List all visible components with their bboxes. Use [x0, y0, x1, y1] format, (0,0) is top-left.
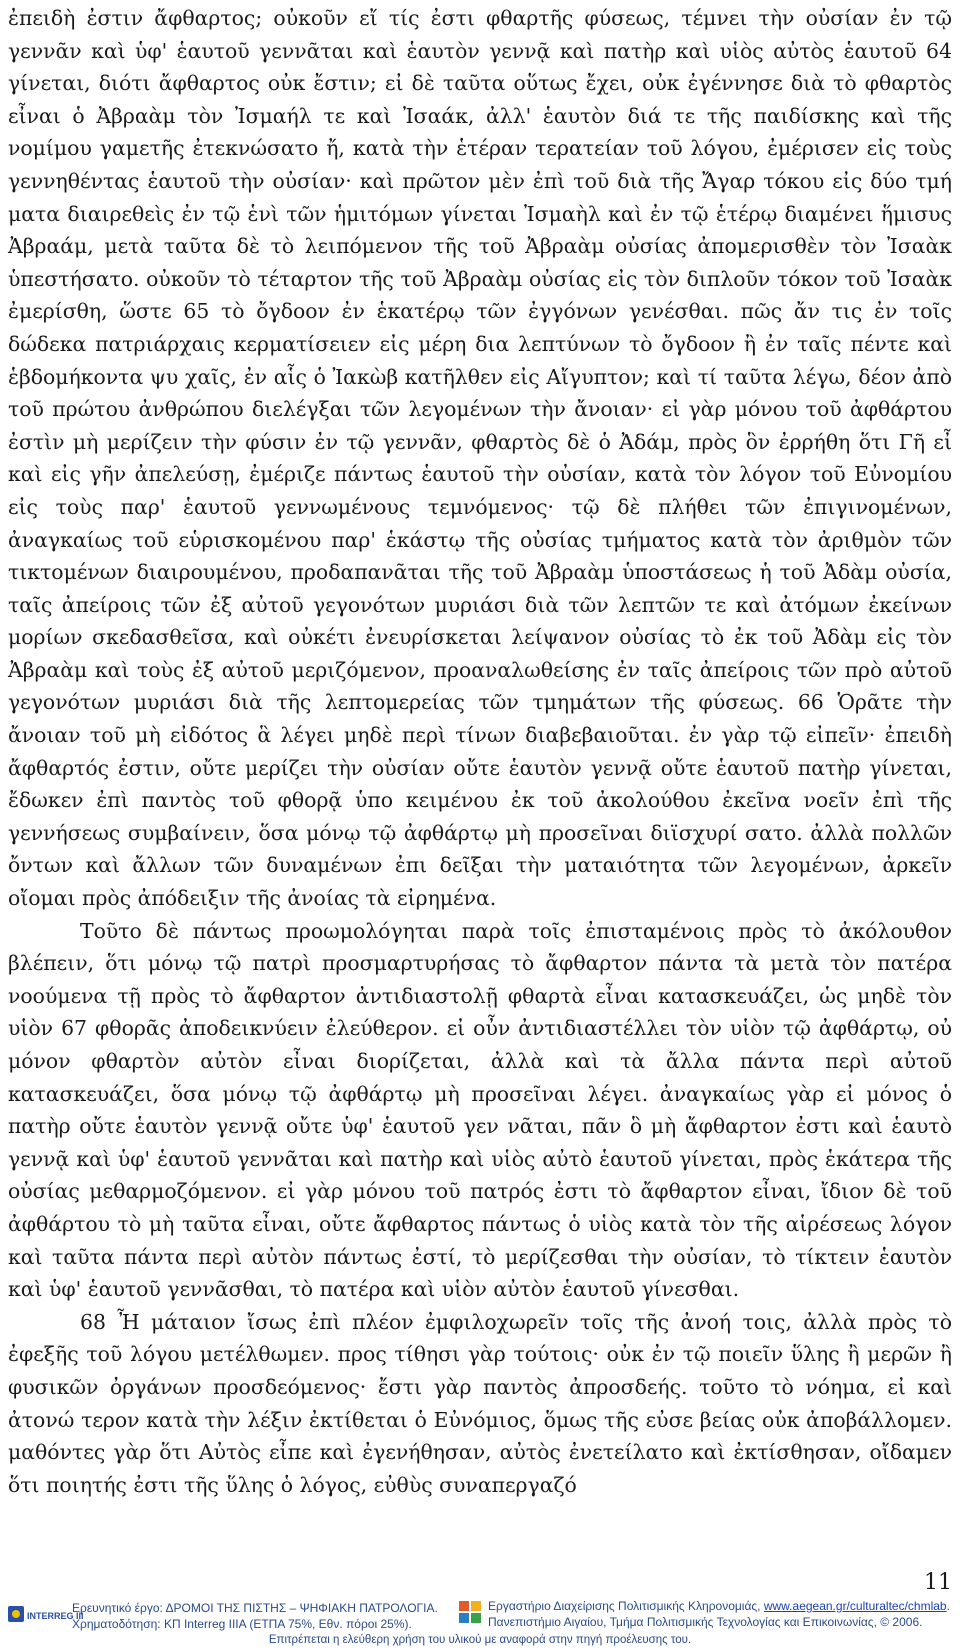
- university-line: Πανεπιστήμιο Αιγαίου, Τμήμα Πολιτισμικής Τεχνολογίας και Επικοινωνίας, © 2006.: [488, 1615, 923, 1629]
- project-title: Ερευνητικό έργο: ΔΡΟΜΟΙ ΤΗΣ ΠΙΣΤΗΣ – ΨΗΦΙΑΚΗ ΠΑΤΡΟΛΟΓΙΑ.: [72, 1601, 438, 1615]
- lab-credit: [458, 1598, 958, 1632]
- paragraph: 68 Ἦ μάταιον ἴσως ἐπὶ πλέον ἐμφιλοχωρεῖν τοῖς τῆς ἀνοή τοις, ἀλλὰ πρὸς τὸ ἐφεξῆς τοῦ λόγου μετέλθωμεν. προς τίθησι γὰρ τούτοις· οὐκ ἐν τῷ ποιεῖν ὕλης ἢ μερῶν ἢ φυσικῶν ὀργάνων προσδεόμενος· ἔστι γὰρ παντὸς ἀπροσδεής. τοῦτο τὸ νόημα, εἰ καὶ ἀτονώ τερον κατὰ τὴν λέξιν ἐκτίθεται ὁ Εὐνόμιος, ὅμως τῆς εὐσε βείας οὐκ ἀποβάλλομεν. μαθόντες γὰρ ὅτι Αὐτὸς εἶπε καὶ ἐγενήθησαν, αὐτὸς ἐνετείλατο καὶ ἐκτίσθησαν, οἴδαμεν ὅτι ποιητής ἐστι τῆς ὕλης ὁ λόγος, εὐθὺς συναπεργαζό: [8, 1309, 952, 1497]
- funding-note: Χρηματοδότηση: ΚΠ Interreg IIIA (ΕΤΠΑ 75%, Εθν. πόροι 25%).: [72, 1617, 412, 1631]
- lab-name-line: Εργαστήριο Διαχείρισης Πολιτισμικής Κληρονομιάς, www.aegean.gr/culturaltec/chmlab.: [488, 1599, 950, 1613]
- paragraph: ἐπειδὴ ἐστιν ἄφθαρτος; οὐκοῦν εἴ τίς ἐστι φθαρτῆς φύσεως, τέμνει τὴν οὐσίαν ἐν τῷ γεννᾶν καὶ ὑφ' ἑαυτοῦ γεννᾶται καὶ ἑαυτὸν γεννᾷ καὶ πατὴρ καὶ υἱὸς αὐτὸς ἑαυτοῦ 64 γίνεται, διότι ἄφθαρτος οὐκ ἔστιν; εἰ δὲ ταῦτα οὕτως ἔχει, οὐκ ἐγέννησε διὰ τὸ φθαρτὸς εἶναι ὁ Ἀβραὰμ τὸν Ἰσμαήλ τε καὶ Ἰσαάκ, ἀλλ' ἑαυτὸν διά τε τῆς παιδίσκης καὶ τῆς νομίμου γαμετῆς ἐτεκνώσατο ἤ, κατὰ τὴν ἑτέραν τερατείαν τοῦ λόγου, ἐμέρισεν εἰς τοὺς γεννηθέντας ἑαυτοῦ τὴν οὐσίαν· καὶ πρῶτον μὲν ἐπὶ τοῦ διὰ τῆς Ἄγαρ τόκου εἰς δύο τμή ματα διαιρεθεὶς ἐν τῷ ἑνὶ τῶν ἡμιτόμων γίνεται Ἰσμαὴλ καὶ ἐν τῷ ἑτέρῳ διαμένει ἥμισυς Ἀβραάμ, μετὰ ταῦτα δὲ τὸ λειπόμενον τῆς τοῦ Ἀβραὰμ οὐσίας ἀπομερισθὲν τὸν Ἰσαὰκ ὑπεστήσατο. οὐκοῦν τὸ τέταρτον τῆς τοῦ Ἀβραὰμ οὐσίας εἰς τὸν διπλοῦν τόκον τοῦ Ἰσαὰκ ἐμερίσθη, ὥστε 65 τὸ ὄγδοον ἐν ἑκατέρῳ τῶν ἐγγόνων γενέσθαι. πῶς ἄν τις ἐν τοῖς δώδεκα πατριάρχαις κερματίσειεν εἰς μέρη δια λεπτύνων τὸ ὄγδοον ἢ ἐν ταῖς πέντε καὶ ἑβδομήκοντα ψυ χαῖς, ἐν αἷς ὁ Ἰακὼβ κατῆλθεν εἰς Αἴγυπτον; καὶ τί ταῦτα λέγω, δέον ἀπὸ τοῦ πρώτου ἀνθρώπου διελέγξαι τῶν λεγομένων τὴν ἄνοιαν· εἰ γὰρ μόνου τοῦ ἀφθάρτου ἐστὶν μὴ μερίζειν τὴν φύσιν ἐν τῷ γεννᾶν, φθαρτὸς δὲ ὁ Ἀδάμ, πρὸς ὃν ἐρρήθη ὅτι Γῆ εἶ καὶ εἰς γῆν ἀπελεύσῃ, ἐμέριζε πάντως ἑαυτοῦ τὴν οὐσίαν, κατὰ τὸν λόγον τοῦ Εὐνομίου εἰς τοὺς παρ' ἑαυτοῦ γεννωμένους τεμνόμενος· τῷ δὲ πλήθει τῶν ἐπιγινομένων, ἀναγκαίως τοῦ εὑρισκομένου παρ' ἑκάστῳ τῆς οὐσίας τμήματος κατὰ τὸν ἀριθμὸν τῶν τικτομένων διαιρουμένου, προδαπανᾶται τῆς τοῦ Ἀβραὰμ ὑποστάσεως ἡ τοῦ Ἀδὰμ οὐσία, ταῖς ἀπείροις τῶν ἐξ αὐτοῦ γεγονότων μυριάσι διὰ τῶν λεπτῶν τε καὶ ἀτόμων ἐκείνων μορίων σκεδασθεῖσα, καὶ οὐκέτι ἐνευρίσκεται λείψανον οὐσίας τὸ ἐκ τοῦ Ἀδὰμ εἰς τὸν Ἀβραὰμ καὶ τοὺς ἐξ αὐτοῦ μεριζόμενον, προαναλωθείσης ἐν ταῖς ἀπείροις τῶν πρὸ αὐτοῦ γεγονότων μυριάσι διὰ τῆς λεπτομερείας τῶν τμημάτων τῆς φύσεως. 66 Ὁρᾶτε τὴν ἄνοιαν τοῦ μὴ εἰδότος ἃ λέγει μηδὲ περὶ τίνων διαβεβαιοῦται. ἐν γὰρ τῷ εἰπεῖν· ἐπειδὴ ἄφθαρτός ἐστιν, οὔτε μερίζει τὴν οὐσίαν οὔτε ἑαυτὸν γεννᾷ οὔτε ἑαυτοῦ πατὴρ γίνεται, ἔδωκεν ἐπὶ παντὸς τοῦ φθορᾷ ὑπο κειμένου ἐκ τοῦ ἀκολούθου ἐκεῖνα νοεῖν ἐπὶ τῆς γεννήσεως συμβαίνειν, ὅσα μόνῳ τῷ ἀφθάρτῳ μὴ προσεῖναι διϊσχυρί σατο. ἀλλὰ πολλῶν ὄντων καὶ ἄλλων τῶν δυναμένων ἐπι δεῖξαι τὴν ματαιότητα τῶν λεγομένων, ἀρκεῖν οἴομαι πρὸς ἀπόδειξιν τῆς ἀνοίας τὰ εἰρημένα.: [8, 6, 952, 911]
- interreg-logo-text: INTERREG III: [27, 1611, 84, 1621]
- body-text: [8, 2, 952, 1501]
- paragraph: Τοῦτο δὲ πάντως προωμολόγηται παρὰ τοῖς ἐπισταμένοις πρὸς τὸ ἀκόλουθον βλέπειν, ὅτι μόνῳ τῷ πατρὶ προσμαρτυρήσας τὸ ἄφθαρτον πάντα τὰ μετὰ τὸν πατέρα νοούμενα τῇ πρὸς τὸ ἄφθαρτον ἀντιδιαστολῇ φθαρτὰ εἶναι κατασκευάζει, ὡς μηδὲ τὸν υἱὸν 67 φθορᾶς ἀποδεικνύειν ἐλεύθερον. εἰ οὖν ἀντιδιαστέλλει τὸν υἱὸν τῷ ἀφθάρτῳ, οὐ μόνον φθαρτὸν αὐτὸν εἶναι διορίζεται, ἀλλὰ καὶ τὰ ἄλλα πάντα περὶ αὐτοῦ κατασκευάζει, ὅσα μόνῳ τῷ ἀφθάρτῳ μὴ προσεῖναι λέγει. ἀναγκαίως γὰρ εἰ μόνος ὁ πατὴρ οὔτε ἑαυτὸν γεννᾷ οὔτε ὑφ' ἑαυτοῦ γεν νᾶται, πᾶν ὃ μὴ ἄφθαρτον ἐστι καὶ ἑαυτὸ γεννᾷ καὶ ὑφ' ἑαυτοῦ γεννᾶται καὶ πατὴρ καὶ υἱὸς αὐτὸ ἑαυτοῦ γίνεται, πρὸς ἑκάτερα τῆς οὐσίας μεθαρμοζόμενον. εἰ γὰρ μόνου τοῦ πατρός ἐστι τὸ ἄφθαρτον εἶναι, ἴδιον δὲ τοῦ ἀφθάρτου τὸ μὴ ταῦτα εἶναι, οὔτε ἄφθαρτος πάντως ὁ υἱὸς κατὰ τὸν τῆς αἱρέσεως λόγον καὶ ταῦτα πάντα περὶ αὐτὸν πάντως ἐστί, τὸ μερίζεσθαι τὴν οὐσίαν, τὸ τίκτειν ἑαυτὸν καὶ ὑφ' ἑαυτοῦ γεννᾶσθαι, τὸ πατέρα καὶ υἱὸν αὐτὸν ἑαυτοῦ γίνεσθαι.: [8, 918, 952, 1302]
- page-number: 11: [924, 1570, 952, 1595]
- lab-logo-icon: [458, 1600, 482, 1624]
- project-credit-text: [72, 1600, 438, 1632]
- usage-notice: Επιτρέπεται η ελεύθερη χρήση του υλικού με αναφορά στην πηγή προέλευσης του.: [268, 1634, 692, 1646]
- interreg-logo-icon: [8, 1604, 84, 1626]
- project-credit: [8, 1600, 448, 1632]
- footer: [0, 1596, 960, 1651]
- lab-credit-text: [488, 1598, 950, 1630]
- lab-website-link[interactable]: www.aegean.gr/culturaltec/chmlab: [763, 1599, 947, 1613]
